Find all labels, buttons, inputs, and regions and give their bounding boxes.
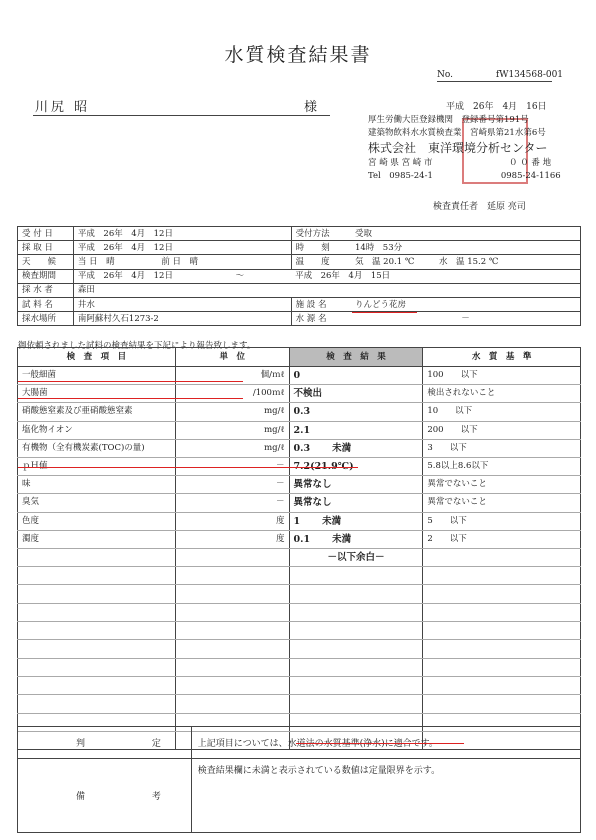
result-item: 硝酸態窒素及び亜硝酸態窒素 [18,403,176,421]
result-item: 味 [18,476,176,494]
result-unit: 度 [175,530,289,548]
result-item [18,567,176,585]
result-blank-row [18,603,581,621]
building-line: 建築物飲料水水質検査業 宮崎県第21水第6号 [368,128,546,138]
result-number: 0.3 [293,442,311,454]
result-item [18,676,176,694]
result-standard [423,585,581,603]
result-item [18,622,176,640]
result-blank-row [18,585,581,603]
page-title: 水質検査結果書 [224,44,372,66]
result-unit [175,640,289,658]
info-value: 14時 53分 [351,241,581,255]
result-value [289,640,423,658]
result-row [18,476,581,494]
judgement-label [18,727,192,759]
item-red-underline-ph [18,467,358,468]
air-temperature: 気 温 20.1 ℃ [354,256,415,267]
result-value [289,385,423,403]
number-label: No. [437,70,453,80]
result-unit [175,585,289,603]
document-number [437,70,563,80]
issuer-block [368,114,561,183]
company-address: 宮 崎 県 宮 崎 市 ０ ０ 番 地 [368,158,552,168]
result-item [18,585,176,603]
result-value [289,622,423,640]
result-standard: 2 以下 [423,530,581,548]
result-value [289,658,423,676]
results-table [17,347,581,750]
result-unit: mg/ℓ [175,439,289,457]
remarks-text: 検査結果欄に未満と表示されている数値は定量限界を示す。 [191,759,580,833]
result-value [289,567,423,585]
period-start: 平成 26年 4月 12日 [77,271,173,282]
remarks-label-1: 備 [76,792,86,802]
info-value: 受取 [351,227,581,241]
result-unit: 個/ｍℓ [175,367,289,385]
info-row-received [18,227,581,241]
result-value [289,476,423,494]
facility-red-underline [352,312,417,313]
company-phone: Tel 0985-24-1 0985-24-1166 [368,171,561,181]
result-unit: mg/ℓ [175,403,289,421]
result-row [18,439,581,457]
period-tilde: ～ [235,271,245,282]
result-standard: 異常でないこと [423,494,581,512]
result-number: 異常なし [293,497,332,509]
result-standard: 200 以下 [423,421,581,439]
result-row [18,385,581,403]
info-row-weather [18,255,581,269]
result-standard: 100 以下 [423,367,581,385]
request-note: 御依頼されました試料の検査結果を下記により報告致します。 [18,341,256,351]
result-item: ｐＨ値 [18,457,176,475]
result-blank-row [18,676,581,694]
result-item: 有機物（全有機炭素(TOC)の量) [18,439,176,457]
results-header-row [18,348,581,367]
result-standard: 検出されないこと [423,385,581,403]
result-row [18,512,581,530]
result-row [18,530,581,548]
result-value [289,530,423,548]
info-value [351,255,581,269]
water-temperature: 水 温 15.2 ℃ [439,256,499,267]
result-unit: － [175,494,289,512]
sample-info-table [17,226,581,326]
result-standard [423,603,581,621]
remarks-label-2: 考 [151,792,161,802]
result-standard [423,567,581,585]
result-item: 一般細菌 [18,367,176,385]
info-label: 採 取 日 [18,241,74,255]
result-unit [175,622,289,640]
result-number: 異常なし [293,479,332,491]
info-label: 受 付 日 [18,227,74,241]
facility-name: りんどう花房 [351,297,581,311]
result-number: 7.2(21.9℃) [293,461,354,473]
result-standard: 異常でないこと [423,476,581,494]
item-red-underline-2 [18,398,243,399]
result-unit: － [175,457,289,475]
result-end-row [18,548,581,566]
result-standard [423,676,581,694]
judgement-label-1: 判 [76,739,86,749]
result-value [289,676,423,694]
recipient-underline [33,115,330,116]
remarks-row [18,759,581,833]
result-standard [423,622,581,640]
result-item [18,548,176,566]
weather-yesterday: 前 日 晴 [161,256,199,267]
info-label: 水 源 名 [291,312,351,326]
info-value: － [351,312,581,326]
result-item [18,658,176,676]
info-value: 井水 [73,297,291,311]
result-value [289,494,423,512]
result-standard [423,658,581,676]
result-number: 0.3 [293,406,311,418]
result-number: 2.1 [293,424,311,436]
info-row-period [18,269,581,283]
info-value: 平成 26年 4月 12日 [73,241,291,255]
info-value: 平成 26年 4月 15日 [291,269,580,283]
result-item: 濁度 [18,530,176,548]
result-item [18,640,176,658]
col-standard-header: 水 質 基 準 [423,348,581,367]
result-standard: 3 以下 [423,439,581,457]
result-value [289,603,423,621]
result-unit [175,548,289,566]
judgement-red-underline [296,743,464,744]
info-row-sampled [18,241,581,255]
result-number: 1 [293,515,301,527]
result-item: 大腸菌 [18,385,176,403]
result-unit [175,695,289,713]
item-red-underline-1 [18,381,243,382]
result-standard [423,695,581,713]
result-unit: 度 [175,512,289,530]
result-value: －以下余白－ [289,548,423,566]
result-unit: mg/ℓ [175,421,289,439]
result-unit: /100ｍℓ [175,385,289,403]
result-item: 塩化物イオン [18,421,176,439]
number-value: fW134568-001 [495,70,564,80]
info-label: 採水場所 [18,312,74,326]
result-row [18,403,581,421]
result-unit: － [175,476,289,494]
info-value: 森田 [73,283,580,297]
result-standard [423,640,581,658]
honorific: 様 [304,100,318,115]
col-item-header: 検 査 項 目 [18,348,176,367]
result-value [289,403,423,421]
result-qualifier: 未満 [322,515,342,527]
result-unit [175,603,289,621]
result-item [18,695,176,713]
result-blank-row [18,695,581,713]
result-value [289,585,423,603]
info-label: 天 候 [18,255,74,269]
judgement-text: 上記項目については、水道法の水質基準(浄水)に適合です。 [191,727,580,759]
issue-date: 平成 26年 4月 16日 [446,102,547,112]
result-number: 0 [293,370,301,382]
info-value: 南阿蘇村久石1273-2 [73,312,291,326]
info-row-sample [18,297,581,311]
result-number: 0.1 [293,533,311,545]
result-item: 色度 [18,512,176,530]
result-qualifier: 未満 [332,442,352,454]
result-qualifier: 未満 [332,533,352,545]
result-unit [175,658,289,676]
info-row-location [18,312,581,326]
remarks-label [18,759,192,833]
info-label: 受付方法 [291,227,351,241]
result-standard: 5 以下 [423,512,581,530]
col-result-header: 検 査 結 果 [289,348,423,367]
result-row [18,421,581,439]
result-blank-row [18,567,581,585]
result-value [289,439,423,457]
result-blank-row [18,658,581,676]
company-name: 株式会社 東洋環境分析センター [368,141,548,155]
result-value [289,512,423,530]
recipient-name: 川尻 昭 [35,100,91,115]
info-value [73,269,291,283]
info-label: 時 刻 [291,241,351,255]
result-item [18,603,176,621]
registration-line: 厚生労働大臣登録機関 登録番号第191号 [368,115,529,125]
result-standard: 5.8以上8.6以下 [423,457,581,475]
result-item: 臭気 [18,494,176,512]
number-underline [437,81,552,82]
info-value: 平成 26年 4月 12日 [73,227,291,241]
info-label: 採 水 者 [18,283,74,297]
result-unit [175,567,289,585]
info-label: 温 度 [291,255,351,269]
info-label: 施 設 名 [291,297,351,311]
weather-today: 当 日 晴 [77,256,115,267]
info-row-sampler [18,283,581,297]
judgement-label-2: 定 [151,739,161,749]
result-blank-row [18,640,581,658]
info-label: 試 料 名 [18,297,74,311]
result-value [289,421,423,439]
result-standard: 10 以下 [423,403,581,421]
result-blank-row [18,622,581,640]
result-standard [423,548,581,566]
result-value [289,695,423,713]
info-value [73,255,291,269]
result-value [289,367,423,385]
col-unit-header: 単 位 [175,348,289,367]
info-label: 検査期間 [18,269,74,283]
result-unit [175,676,289,694]
result-row [18,494,581,512]
result-number: 不検出 [293,388,323,400]
inspector: 検査責任者 延原 亮司 [433,202,526,212]
